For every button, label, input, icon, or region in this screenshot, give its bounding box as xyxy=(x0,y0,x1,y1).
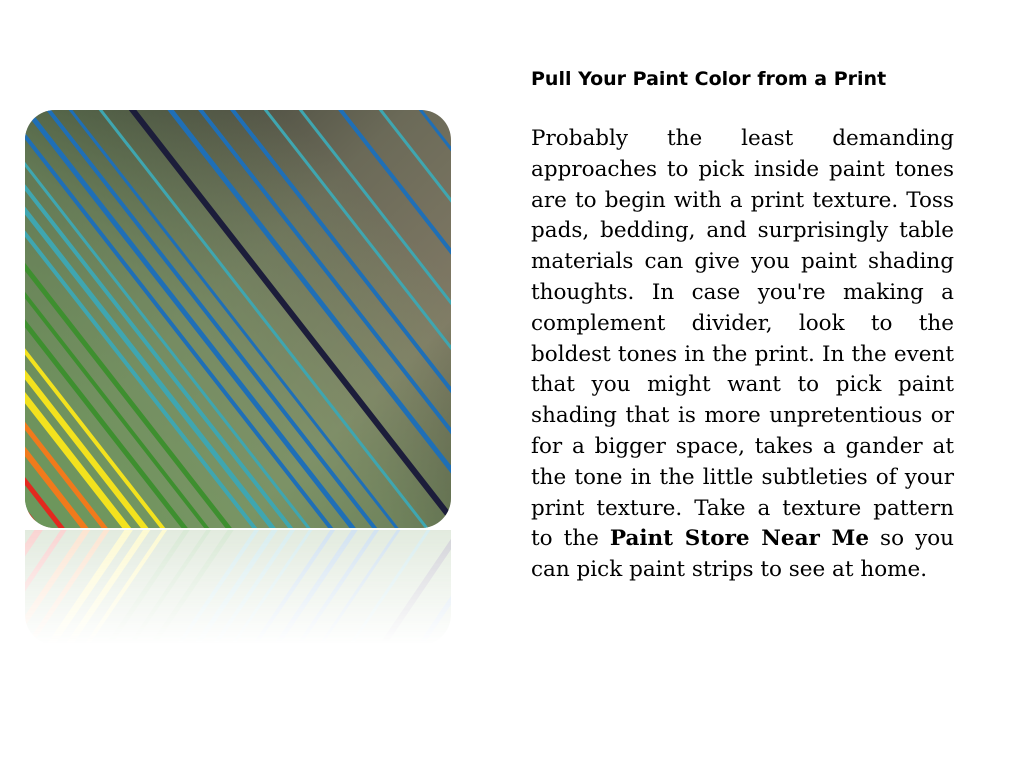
paint-store-near-me-text: Paint Store Near Me xyxy=(609,526,870,552)
colored-threads-reflection xyxy=(25,530,451,645)
slide-title: Pull Your Paint Color from a Print xyxy=(531,68,887,90)
colored-threads-photo xyxy=(25,110,451,528)
photo-container xyxy=(25,110,451,530)
photo-reflection xyxy=(25,530,451,645)
body-text-intro: Probably the least demanding approaches to pick inside paint tones are to begin with a print texture. Toss pads, bedding, and surprisingly table materials can give you paint shading thoughts. In case you're making a complement divider, look to the boldest tones in the print. In the event that you might want to pick paint shading that is more unpretentious or for a bigger space, takes a gander at the tone in the little subtleties of your print texture. Take a texture pattern to the xyxy=(531,126,954,552)
body-paragraph xyxy=(531,124,954,586)
body-text-end: so you can pick paint strips to see at home. xyxy=(531,526,955,583)
colored-threads-illustration xyxy=(25,110,451,528)
